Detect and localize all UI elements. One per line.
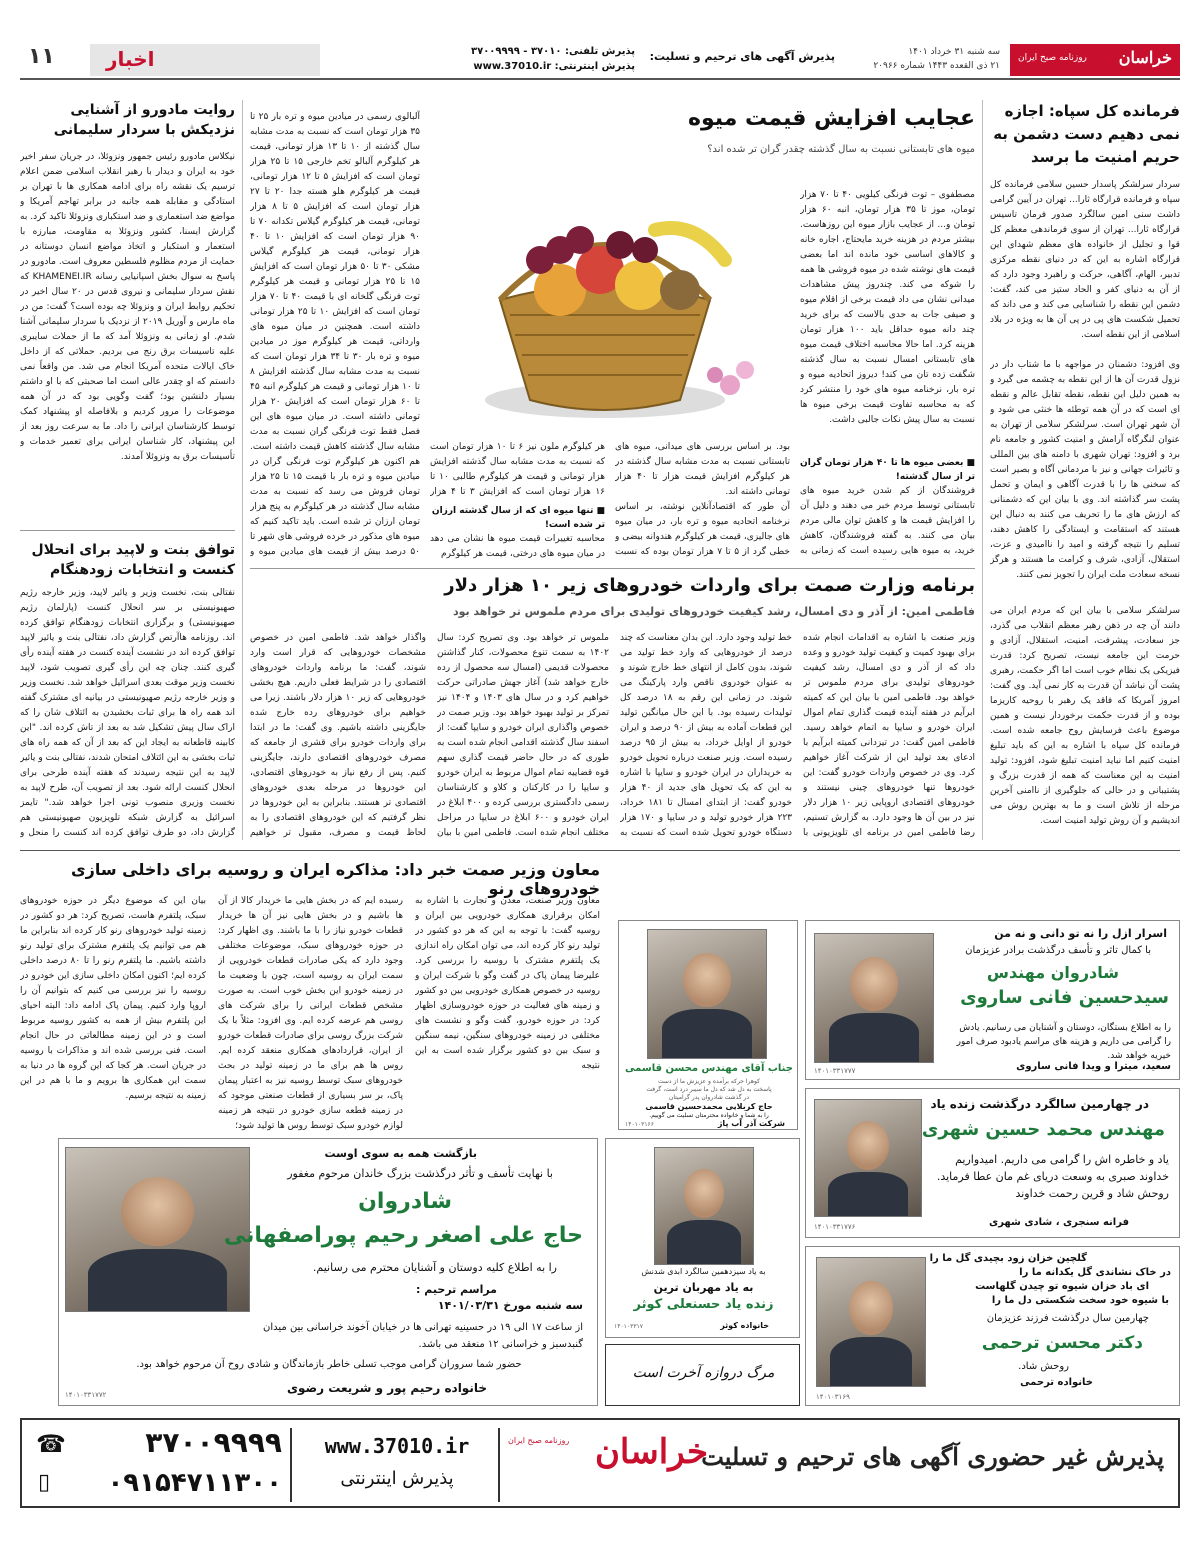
article-fruit-col1: مصطفوی – توت فرنگی کیلویی ۴۰ تا ۷۰ هزار تومان، موز تا ۳۵ هزار تومان، انبه ۶۰ هزار تومان و... از عجایب بازار میوه این روزهاست. بیشتر مردم در هزینه خرید مایحتاج، اجاره خانه و کالاهای اساسی خود مانده اند اما بعضی قیمت های نوشته شده در میوه فروشی ها همه را شوکه می کند. چندروز پیش مشاهدات میدانی نشان می داد قیمت برخی از اقلام میوه و صیفی جات به حدی بالاست که برای خرید چند دانه میوه حداقل باید ۱۰۰ هزار تومان هزینه کرد. اما حالا محاسبه اختلاف قیمت میوه های تابستانی امسال نسبت به سال گذشته شگفت زده تان می کند! دیروز اتحادیه میوه و تره بار، نرخنامه میوه های خود را منتشر کرد که به محاسبه تفاوت قیمت برخی میوه ها نسبت به سال پیش نکات جالبی داشت. <box>800 190 975 425</box>
article-bennett-title[interactable]: توافق بنت و لاپید برای انحلال کنست و انتخابات زودهنگام <box>31 542 235 578</box>
ad-kowsar-name: زنده یاد حسنعلی کوثر <box>633 1297 774 1312</box>
ad-shahri-family: فرانه سنجری ، شادی شهری <box>989 1217 1129 1228</box>
article-fruit-subtitle: میوه های تابستانی نسبت به سال گذشته چقدر گران تر شده اند؟ <box>707 144 975 155</box>
ad-tarahomi-line3: ای باد خزان شیوه تو چیدن گلهاست <box>975 1281 1149 1292</box>
article-venezuela <box>20 100 235 520</box>
ad-shahri-name: مهندس محمد حسین شهری <box>921 1119 1165 1140</box>
ad-ghasemi-title: جناب آقای مهندس محسن قاسمی <box>625 1063 793 1074</box>
article-cars-title[interactable]: برنامه وزارت صمت برای واردات خودروهای زیر ۱۰ هزار دلار <box>444 575 975 596</box>
masthead-section: اخبار <box>106 47 155 71</box>
article-bennett-body: نفتالی بنت، نخست وزیر و یائیر لاپید، وزیر خارجه رژیم صهیونیستی بر سر انحلال کنست (پارلمان رژیم صهیونیستی) و برگزاری انتخابات زودهنگام توافق کرده اند. روزنامه هاآرتص گزارش داد، نفتالی بنت و یائیر لاپید توافق کرده اند در نشست آینده کنست در هفته آینده رأی گیری کنند. چنان چه این رأی گیری تصویب شود، لاپید نخست وزیر موقت بعدی اسرائیل خواهد شد. نخست وزیر و وزیر خارجه رژیم صهیونیستی در بیانیه ای مشترک گفته اند همه راه ها برای ثبات بخشیدن به ائتلاف شان را که اراک سال پیش تشکیل شد به بعد از تاش کرده اند. "این کابینه قاطعانه به ایجاد این که بعد از آن که همه راه های ثبات بخشی به این ائتلاف امتحان شدند، نفتالی بنت و یائیر لاپید به این نتیجه رسیدند که هفته آینده طرحی برای انحلال کنست ارائه شود. بعد از تصویب آن، طرح لاپید به نخست وزیری منصوب تونی اجرا خواهد شد." تایمز اسرائیل به گزارش شبکه تلویزیون صهیونیستی هم گزارش داد، دو طرف توافق کرده اند کنست را منحل و <box>20 588 235 838</box>
masthead-brand-sub: روزنامه صبح ایران <box>1018 53 1087 63</box>
ad-kowsar-portrait <box>654 1147 754 1265</box>
section-divider <box>20 850 1180 851</box>
article-commander <box>990 100 1180 840</box>
fruit-basket-svg <box>440 150 770 430</box>
ad-esfahani-name: حاج علی اصغر رحیم پوراصفهانی <box>223 1223 583 1248</box>
article-cars-col3: ملموس تر خواهد بود. وی تصریح کرد: سال ۱۴۰۲ به سمت تنوع محصولات، کنار گذاشتن محصولات قدیمی (امسال سه محصول از رده خارج خواهد شد) آغاز جهش صادراتی حرکت خواهیم کرد و در سال های ۱۴۰۳ و ۱۴۰۴ نیز تمرکز بر تولید بهبود خواهد بود. وزیر صمت در خصوص واگذاری ایران خودرو و سایپا گفت: از اسفند سال گذشته اقدامی انجام شده است به طوری که در حال حاضر قیمت گذاری سهم قوه قضاییه تمام اموال مربوط به ایران خودرو و سایپا را در کارکنان و کلاو و کارشناسان رسمی دادگستری بررسی کرده و ۴۰۰ ابلاغ در ایران خودرو و ۶۰۰ ابلاغ در سایپا در مراحل مختلف انجام شده است. فاطمی امین با بیان <box>437 633 609 838</box>
footer-banner-text: پذیرش غیر حضوری آگهی های ترحیم و تسلیت <box>701 1442 1164 1471</box>
article-cars <box>250 575 975 840</box>
masthead-date-1: سه شنبه ۳۱ خرداد ۱۴۰۱ <box>908 47 1000 57</box>
ad-sarvari-header: اسرار ازل را نه تو دانی و نه من <box>994 927 1167 940</box>
masthead-ads-contacts <box>445 44 635 74</box>
article-fruit-col1b: فروشندگان از کم شدن خرید میوه های تابستانی توسط مردم خبر می دهند و دلیل آن را افزایش قیمت ها و کاهش توان مالی مردم بیان می کنند. به گفته فروشندگان، کاهش خرید، به میوه هایی رسیده است که زمانی به <box>800 486 975 556</box>
ad-tarahomi-portrait <box>816 1257 926 1387</box>
mobile-icon: ▯ <box>38 1470 51 1495</box>
footer-phone-2: ۰۹۱۵۴۷۱۱۳۰۰ <box>107 1468 282 1498</box>
article-renault <box>20 860 600 1140</box>
article-fruit <box>250 100 975 565</box>
ad-esfahani-code: ۱۴۰۱۰۳۳۱۷۷۲ <box>65 1391 107 1399</box>
footer-brand: خراسان <box>594 1432 708 1472</box>
ad-tarahomi-line1: گلچین خزان زود بچیدی گل ما را <box>929 1253 1087 1264</box>
ad-shahri-body: یاد و خاطره اش را گرامی می داریم. امیدواریم خداوند صبری به وسعت دریای غم مان عطا فرماید. روحش شاد و قرین رحمت خداوند <box>936 1153 1169 1200</box>
footer-brand-box <box>508 1426 708 1502</box>
masthead-ads-phone[interactable]: پذیرش تلفنی: ۳۷۰۱۰ - ۳۷۰۰۹۹۹۹ <box>471 46 635 57</box>
ad-tarahomi <box>805 1246 1180 1406</box>
article-venezuela-body: نیکلاس مادورو رئیس جمهور ونزوئلا، در جریان سفر اخیر خود به ایران و دیدار با رهبر انقلاب اسلامی ضمن اعلام ترسیم یک نقشه راه برای ادامه همکاری ها با تهران بر استادگی و مقابله همه جانبه در برابر تهاجم آمریکا و مواضع ضد استعماری و ضد استکباری ونزوئلا تاکید کرد. به گزارش ایسنا، کشور ونزوئلا به مقاومت، مبارزه با استعمار و استکبار و اتخاذ مواضع انسان دوستانه در حمایت از مردم مظلوم فلسطین معروف است. مادورو در پاسخ به سوال بخش اسپانیایی رسانه KHAMENEI.IR که نقش سردار سلیمانی و نیروی قدس در ۲۰ سال اخیر در تحکیم روابط ایران و ونزوئلا چه بوده است؟ گفت: من در ماه مارس و آوریل ۲۰۱۹ از نزدیک با سردار سلیمانی آشنا شدم. او زمانی به ونزوئلا آمد که ما از حملات سایبری علیه تاسیسات برق رنج می بردیم. حملاتی که از داخل خاک ایالات متحده آمریکا انجام می شد. من واقعاً نمی دانستم که او چقدر عالی است اما صحبتی که با او داشتم بسیار دلنشین بود؛ گفت وگویی بود که در آن همه موضوعات را مرور کردیم و بلافاصله او پیشنهاد کمک توسط کارشناسان ایرانی را داد. ما به سرعت روز بعد از این پیشنهاد، کار شناسان ایرانی برای تعمیر خدمات و تأسیسات برق به ونزوئلا آمدند. <box>20 152 235 462</box>
article-fruit-col2: بود. بر اساس بررسی های میدانی، میوه های تابستانی نسبت به مدت مشابه سال گذشته در هر کیلوگرم افزایش قیمت هزار تا ۴۰ هزار تومانی داشته اند. آن طور که اقتصادآنلاین نوشته، بر اساس نرخنامه اتحادیه میوه و تره بار، در میان میوه های جالیزی، قیمت هر کیلوگرم هندوانه بیضی و خطی گرد از ۵ تا ۷ هزار تومان بوده که نسبت <box>615 442 790 557</box>
ad-ghasemi <box>618 920 798 1130</box>
masthead-ads-web[interactable]: پذیرش اینترنتی: www.37010.ir <box>473 61 635 72</box>
footer-phones <box>32 1426 282 1504</box>
article-commander-body-2: وی افزود: دشمنان در مواجهه با ما شتاب دار در نزول قدرت آن ها از این نقطه به چشمه می گیرد و به همین دلیل این نقطه، نقطه تقابل عالم و نقطه ای است که در آن همه توطئه ها خنثی می شود و آن شهر تهران است. سرلشکر سلامی از تهران به عنوان لنگرگاه آرامش و امنیت کشور و جامعه نام برد و افزود: تهران شهری با دامنه های بین المللی و تاثیرات جهانی و نیز با مردمانی آگاه و بصیر است که سخنی ها را با قدرت آگاهی و ایمان و تحمل پشت سر گذاشته اند. وی با بیان این که دشمنانی که ارزش های ما را تحریف می کنند به دنبال این هستند که استقامت و ایستادگی را کاهش دهند، تسلیم را نتیجه گرفته و امید را ناامیدی و عزت، استقلال، آزادی، شرف و کرامت ما هستند و هرگز نسخه سعادت ملت ایران را تجویز نمی کنند. <box>990 360 1180 580</box>
ad-tarahomi-line5: چهارمین سال درگذشت فرزند عزیزمان <box>986 1313 1149 1324</box>
article-fruit-col3b: محاسبه تغییرات قیمت میوه ها نشان می دهد در میان میوه های درختی، قیمت هر کیلوگرم <box>430 534 605 559</box>
ad-sarvari-code: ۱۴۰۱۰۳۳۱۷۷۷ <box>814 1067 856 1075</box>
ad-ghasemi-body: را به شما و خانواده محترمتان تسلیت می گوییم. <box>649 1112 769 1119</box>
ad-ghasemi-line2: پاسخت به دل شد که دل ما سیبر درد است، گرفت <box>646 1086 772 1093</box>
footer-phone-1-row[interactable] <box>32 1426 282 1464</box>
ad-esfahani-footer: حضور شما سروران گرامی موجب تسلی خاطر بازماندگان و شادی روح آن مرحوم خواهد بود. <box>136 1359 522 1370</box>
article-commander-title[interactable]: فرمانده کل سپاه: اجازه نمی دهیم دست دشمن به حریم امنیت ما برسد <box>993 102 1180 166</box>
ad-esfahani-body: را به اطلاع کلیه دوستان و آشنایان محترم می رسانیم. <box>312 1261 557 1274</box>
article-cars-col1: وزیر صنعت با اشاره به اقدامات انجام شده برای بهبود کمیت و کیفیت تولید خودرو و وعده داد که از آذر و دی امسال، رشد کیفیت خودروهای تولیدی برای مردم ملموس تر خواهد بود. فاطمی امین با بیان این که کمیته ابرآیم در هفته آینده قیمت گذاری تمام اموال ایران خودرو و سایپا به اتمام خواهد رسید. فاطمی امین گفت: در تیزدانی کمیته ابرآیم با ادعای بعد تولید این از شرکت آغاز خواهیم کرد. وی در خصوص واردات خودرو گفت: این خودروها تنها خودروهای چینی نیستند و خودروهای اقتصادی اروپایی زیر ۱۰ هزار دلار نیز در بین آن ها وجود دارد. به گزارش تسنیم، رضا فاطمی امین در برنامه ای تلویزیونی با <box>803 633 975 838</box>
ad-tarahomi-family: خانواده ترحمی <box>1020 1377 1093 1388</box>
masthead-brand-box[interactable] <box>1010 44 1180 76</box>
column-divider <box>242 100 243 840</box>
ad-ghasemi-portrait <box>647 929 767 1059</box>
masthead-brand: خراسان <box>1118 48 1172 67</box>
masthead <box>20 42 1180 80</box>
ad-esfahani-ceremony-date: سه شنبه مورخ ۱۴۰۱/۰۳/۳۱ <box>437 1299 583 1312</box>
ad-sarvari-late: شادروان مهندس <box>986 963 1119 982</box>
article-renault-col1: معاون وزیر صنعت، معدن و تجارت با اشاره به امکان برقراری همکاری خودرویی بین ایران و روسیه گفت: با توجه به این که هر دو کشور در تولید رنو کار کرده اند، می توان امکان راه اندازی یک پلتفرم مشترک با روسیه را بررسی کرد. علیرضا پیمان پاک در گفت وگو با شرکت ایران و روسیه در خصوص همکاری خودرویی بین دو کشور و زمینه های فعالیت در حوزه خودروسازی اظهار کرد: در حوزه خودرو، گفت وگو و نشست های مختلفی در زمینه خودروهای سنگین، نیمه سنگین و سبک بین دو کشور برگزار شده است به این نتیجه <box>415 896 600 1071</box>
article-renault-col2: رسیده ایم که در بخش هایی ما خریدار کالا از آن ها باشیم و در بخش هایی نیز آن ها خریدار قطعات خودرو نیاز را با ما باشند. وی اظهار کرد: در حوزه خودروهای سبک، موضوعات مختلفی وجود دارد که یکی صادرات قطعات خودرویی از سمت ایران به روسیه است، چون با وضعیت ما در زمینه خودرو این بخش خوب است. به صورت مشخص قطعات ایرانی را برای شرکت های روسی هم عرضه کرده ایم. وی افزود: مثلاً با یک شرکت بزرگ روسی برای صادرات قطعات خودرو از ایران، قراردادهای همکاری منعقد کرده ایم. روس ها هم برای ما در زمینه تولید در بحث خودروهای سبک توسط روسیه نیز به اعتبار پیمان پاک، بر سر بسیاری از قطعات صنعتی موجود که در زمینه قطعه سازی خودرو در نتیجه هر زمینه لوازم خودرو سبک توسط روس ها تولید شود؛ <box>218 896 403 1131</box>
column-divider <box>982 100 983 840</box>
page-number: ۱۱ <box>28 44 55 69</box>
ad-kowsar-code: ۱۴۰۱۰۳۳۱۷ <box>614 1323 644 1330</box>
ad-shahri-code: ۱۴۰۱۰۳۳۱۷۷۶ <box>814 1223 856 1231</box>
ad-esfahani-line: با نهایت تأسف و تأثر درگذشت بزرگ خاندان مرحوم مغفور <box>287 1167 553 1180</box>
ad-ghasemi-company: شرکت آذر آب پاژ <box>717 1119 785 1128</box>
ad-ghasemi-code: ۱۴۰۱۰۳۱۶۶ <box>625 1121 655 1128</box>
masthead-date-2: ۲۱ ذی القعده ۱۴۴۳ شماره ۲۰۹۶۶ <box>873 61 1000 71</box>
ad-esfahani-portrait <box>65 1147 250 1312</box>
ad-sarvari-line: با کمال تاثر و تأسف درگذشت برادر عزیزمان <box>965 945 1151 956</box>
article-fruit-col3b-head: ■ تنها میوه ای که از سال گذشته ارزان تر شده است! <box>431 506 605 530</box>
ad-tarahomi-line4: با شیوه خود سخت شکستی دل ما را <box>991 1295 1169 1306</box>
footer-banner[interactable] <box>20 1418 1180 1508</box>
ad-tarahomi-rip: روحش شاد. <box>1018 1361 1069 1372</box>
ad-sarvari-body: را به اطلاع بستگان، دوستان و آشنایان می رسانیم. یادش را گرامی می داریم و هزینه های مراسم یادبود صرف امور خیریه خواهد شد. <box>956 1023 1171 1061</box>
article-venezuela-title[interactable]: روایت مادورو از آشنایی نزدیکش با سردار سلیمانی <box>53 102 235 138</box>
ad-kowsar-family: خانواده کوثر <box>720 1321 769 1330</box>
ad-shahri-portrait <box>814 1099 922 1217</box>
ad-esfahani-ceremony-place: از ساعت ۱۷ الی ۱۹ در حسینیه تهرانی ها در خیابان آخوند خراسانی بین میدان گنبدسبز و خراسانی ۱۲ منعقد می باشد. <box>263 1322 583 1350</box>
ad-shahri <box>805 1088 1180 1238</box>
ad-ghasemi-line3: در گذشت شادروان پدر گرامیتان <box>668 1094 750 1101</box>
footer-brand-sub: روزنامه صبح ایران <box>508 1436 570 1445</box>
article-fruit-col3: هر کیلوگرم ملون نیز ۶ تا ۱۰ هزار تومان است که نسبت به مدت مشابه سال گذشته افزایش هزار تومانی و قیمت هر کیلوگرم طالبی ۱۰ تا ۱۶ هزار تومان است که افزایش ۳ تا ۴ هزار <box>430 442 605 497</box>
footer-web-sub: پذیرش اینترنتی <box>340 1468 454 1489</box>
article-cars-subtitle: فاطمی امین: از آذر و دی امسال، رشد کیفیت خودروهای تولیدی برای مردم ملموس تر خواهد بود <box>452 605 975 618</box>
phone-icon: ☎ <box>36 1430 66 1458</box>
masthead-section-box <box>90 44 320 76</box>
ad-sarvari-name: سیدحسین فانی ساروی <box>960 987 1169 1008</box>
article-cars-col2: خط تولید وجود دارد. این بدان معناست که چند درصد از خودروهایی که وارد خط تولید می شوند، بدون کامل از انتهای خط خارج شوند و به عنوان خودروی ناقص وارد پارکینگ می شوند. در زمانی این رقم به ۱۸ درصد کل تولیدات رسیده بود. با این حال میانگین تولید این قطعات آماده به بیش از ۹۰ درصد و ایران خودرو از اوایل خرداد، به بیش از ۹۵ درصد رسیده است. وزیر صنعت درباره تحویل خودرو به خریداران در ایران خودرو و سایپا با اشاره به این که یک تحویل های جدید از ۴۰ هزار خودرو گفت: از ابتدای امسال تا ۱۸۱ خرداد، ۲۲۳ هزار خودرو تولید و در سایپا و ۱۷۰ هزار دستگاه خودرو تحویل شده است که نسبت به <box>620 633 792 838</box>
masthead-ads-title: پذیرش آگهی های ترحیم و تسلیت: <box>649 50 835 63</box>
ad-ghasemi-line: کوهرا حرکه برآمده و عزیزش ما از دست <box>658 1078 760 1085</box>
article-fruit-col1b-head: ■ بعضی میوه ها تا ۴۰ هزار تومان گران تر از سال گذشته! <box>800 458 975 482</box>
article-cars-col4: واگذار خواهد شد. فاطمی امین در خصوص مشخصات خودروهایی که قرار است وارد شوند، گفت: ما برنامه واردات خودروهای اقتصادی را در شرایط فعلی داریم. هیچ بخشی خودروهایی که زیر ۱۰ هزار دلار باشند. زیرا می خواهیم برای خودروهای رده خارج شده جایگزینی داشته باشیم. وی گفت: ما در ابتدا برای واردات خودرو برای قشری از جامعه که مصرف خودروهای اقتصادی دارند، جایگزینی کنیم. پس از رفع نیاز به خودروهای اقتصادی، این خودروها در مرحله بعدی خودروهای اقتصادی تر هستند. بنابراین به این خودروها در نظر گرفتیم که این خودروهای اقتصادی را به لحاظ قیمت و مصرف، مقبول تر خواهیم <box>250 633 426 838</box>
ad-esfahani-late: شادروان <box>358 1189 452 1214</box>
article-fruit-col4: آلبالوی رسمی در میادین میوه و تره بار ۲۵ تا ۳۵ هزار تومان است که نسبت به مدت مشابه سال گذشته از ۱۰ تا ۱۳ هزار تومانی، قیمت هر کیلوگرم آلبالو تخم خارجی ۱۵ تا ۲۵ هزار تومان است که افزایش ۵ تا ۱۲ هزار تومانی، قیمت هر کیلوگرم هلو هسته جدا ۲۰ تا ۲۷ هزار تومان است که افزایش ۵ تا ۸ هزار تومانی، قیمت هر کیلوگرم گیلاس تکدانه ۷۰ تا ۹۰ هزار تومان است که افزایش ۱۰ تا ۴۰ هزار تومانی، قیمت هر کیلوگرم گیلاس مشکی ۳۰ تا ۵۰ هزار تومان است که افزایش ۱۵ تا ۲۵ هزار تومانی و قیمت هر کیلوگرم توت فرنگی گلخانه ای با قیمت ۴۰ تا ۷۰ هزار تومان است که افزایش ۱۰ تا ۲۵ هزار تومانی داشته است. همچنین در میان میوه های وارداتی، قیمت هر کیلوگرم موز در میادین میوه و تره بار ۳۰ تا ۳۴ هزار تومان است که نسبت به مدت مشابه سال گذشته افزایش ۸ تا ۱۰ هزار تومانی و قیمت هر کیلوگرم انبه ۴۵ تا ۶۰ هزار تومان است که افزایش ۲۰ هزار تومانی داشته است. در میان میوه های این فصل فقط توت فرنگی گران نسبت به مدت مشابه سال گذشته کاهش قیمت داشته است. هم اکنون هر کیلوگرم توت فرنگی گران در میادین میوه و تره بار با قیمت ۱۵ تا ۲۵ هزار تومان فروش می رسد که نسبت به مدت مشابه سال گذشته در هر کیلوگرم به پنج هزار تومان ارزان تر شده است. باید تاکید کنیم که میوه های مذکور در خرده فروشی های شهر تا ۵۰ درصد بیش از قیمت های میادین میوه و <box>250 112 420 557</box>
ad-esfahani-family: خانواده رحیم پور و شریعت رضوی <box>287 1381 487 1395</box>
article-commander-body-1: سردار سرلشکر پاسدار حسین سلامی فرمانده کل سپاه و فرمانده قرارگاه ثارا... تهران در آیین گرامی داشت سنی امین سالگرد صدور فرمان تاسیس قرارگاه ثارا... تهران از سوی فرماندهی معظم کل قوا و تجلیل از خانواده های معظم شهدای این قرارگاه اشاره به این که در دنیای نقطه مرکزی تدبیر، الهام، آگاهی، حرکت و راهبرد وجود دارد که از آن به دنیای کفر و الحاد ستیز می کند، گفت: دشمن این نقطه را شناسایی می کند و می داند که تحمیل شکست های پی در پی آن ها به ویژه در بلاد اسلامی از این نقطه است. <box>990 180 1180 340</box>
ad-kowsar <box>605 1138 800 1338</box>
ad-tarahomi-name: دکتر محسن ترحمی <box>981 1333 1143 1353</box>
fruit-basket-image <box>440 150 770 430</box>
ad-shahri-header: در چهارمین سالگرد درگذشت زنده یاد <box>930 1097 1149 1111</box>
ad-esfahani-ceremony-label: مراسم ترحیم : <box>416 1283 497 1296</box>
ad-death-gate-text: مرگ دروازه آخرت است <box>632 1365 775 1381</box>
article-commander-body-3: سرلشکر سلامی با بیان این که مردم ایران می دانند آن چه در ذهن رهبر معظم انقلاب می گذرد، جز سعادت، پیشرفت، امنیت، استقلال، آزادی و حرمت این جامعه نیست، تصریح کرد: قدرت فیزیکی یک نظام خوب است اما اگر حکمت، رهبری پشت آن نباشد آن قدرت به کار نمی آید. وی گفت: امروز آمریکا که فاقد یک رهبر با روحیه کاریزما بوده و از قدرت حکمت برخوردار نیست و همین موضوع باعث فرسایش روح جامعه شده است. فرمانده کل سپاه با اشاره به این که باید تبلیغ امنیت کنیم اما نباید امنیت تبلیغ شود، افزود: تولید امنیت به این معناست که همه از قدرت بزرگ و پشتیبانی و در حالی که جلوگیری از ناامنی آخرین مرحله از تلاش است و ما به بهترین روش می اندیشیم و آن روش تولید امنیت است. <box>990 606 1180 826</box>
article-renault-title[interactable]: معاون وزیر صمت خبر داد: مذاکره ایران و روسیه برای داخلی سازی خودروهای رنو <box>70 860 600 898</box>
ad-sarvari-portrait <box>814 933 934 1063</box>
ad-kowsar-line: به یاد سیزدهمین سالگرد ابدی شدنش <box>641 1267 766 1276</box>
footer-web-box <box>290 1428 500 1502</box>
ad-sarvari-family: سعید، میترا و ویدا فانی ساروی <box>1016 1061 1171 1072</box>
ad-death-gate <box>605 1344 800 1406</box>
ad-esfahani <box>58 1138 598 1406</box>
article-bennett <box>20 540 235 840</box>
ad-kowsar-line2: به یاد مهربان ترین <box>653 1281 754 1294</box>
footer-phone-2-row[interactable] <box>32 1466 282 1504</box>
ad-ghasemi-name: حاج کربلایی محمدحسین قاسمی <box>645 1102 773 1111</box>
masthead-date <box>850 45 1000 73</box>
section-divider <box>250 568 975 569</box>
section-divider <box>20 530 235 531</box>
article-renault-col3: بیان این که موضوع دیگر در حوزه خودروهای سبک، پلتفرم هاست، تصریح کرد: هر دو کشور در زمینه تولید خودروهای رنو کار کرده اند بنابراین ما هم می توانیم یک پلتفرم مشترک برای تولید رنو داشته باشیم. ما پلتفرم رنو را تا ۸۰ درصد داخلی کرده ایم؛ اکنون امکان داخلی سازی این خودرو در روسیه را نیز بررسی می کنیم که بتوانیم آن را اروپا وارد کنیم. پیمان پاک ادامه داد: البته احیای این پلتفرم بیش از همه به کشور روسیه مربوط است و در این زمینه مطالعاتی در حال انجام است. فنی بررسی شده اند و مذاکرات با روسیه در جریان است. هر کجا که این گروه ها در دنیا به سمت این همکاری ها برویم و ما با هم در این زمینه به نتیجه برسیم. <box>20 896 206 1101</box>
footer-web[interactable]: www.37010.ir <box>324 1434 470 1458</box>
ad-tarahomi-code: ۱۴۰۱۰۳۱۶۹ <box>816 1393 850 1401</box>
ad-tarahomi-line2: در خاک نشاندی گل یکدانه ما را <box>1019 1267 1171 1278</box>
ad-sarvari <box>805 920 1180 1080</box>
footer-phone-1: ۳۷۰۰۹۹۹۹ <box>145 1426 282 1459</box>
article-fruit-title[interactable]: عجایب افزایش قیمت میوه <box>687 106 975 131</box>
ad-esfahani-header: بازگشت همه به سوی اوست <box>324 1147 477 1160</box>
